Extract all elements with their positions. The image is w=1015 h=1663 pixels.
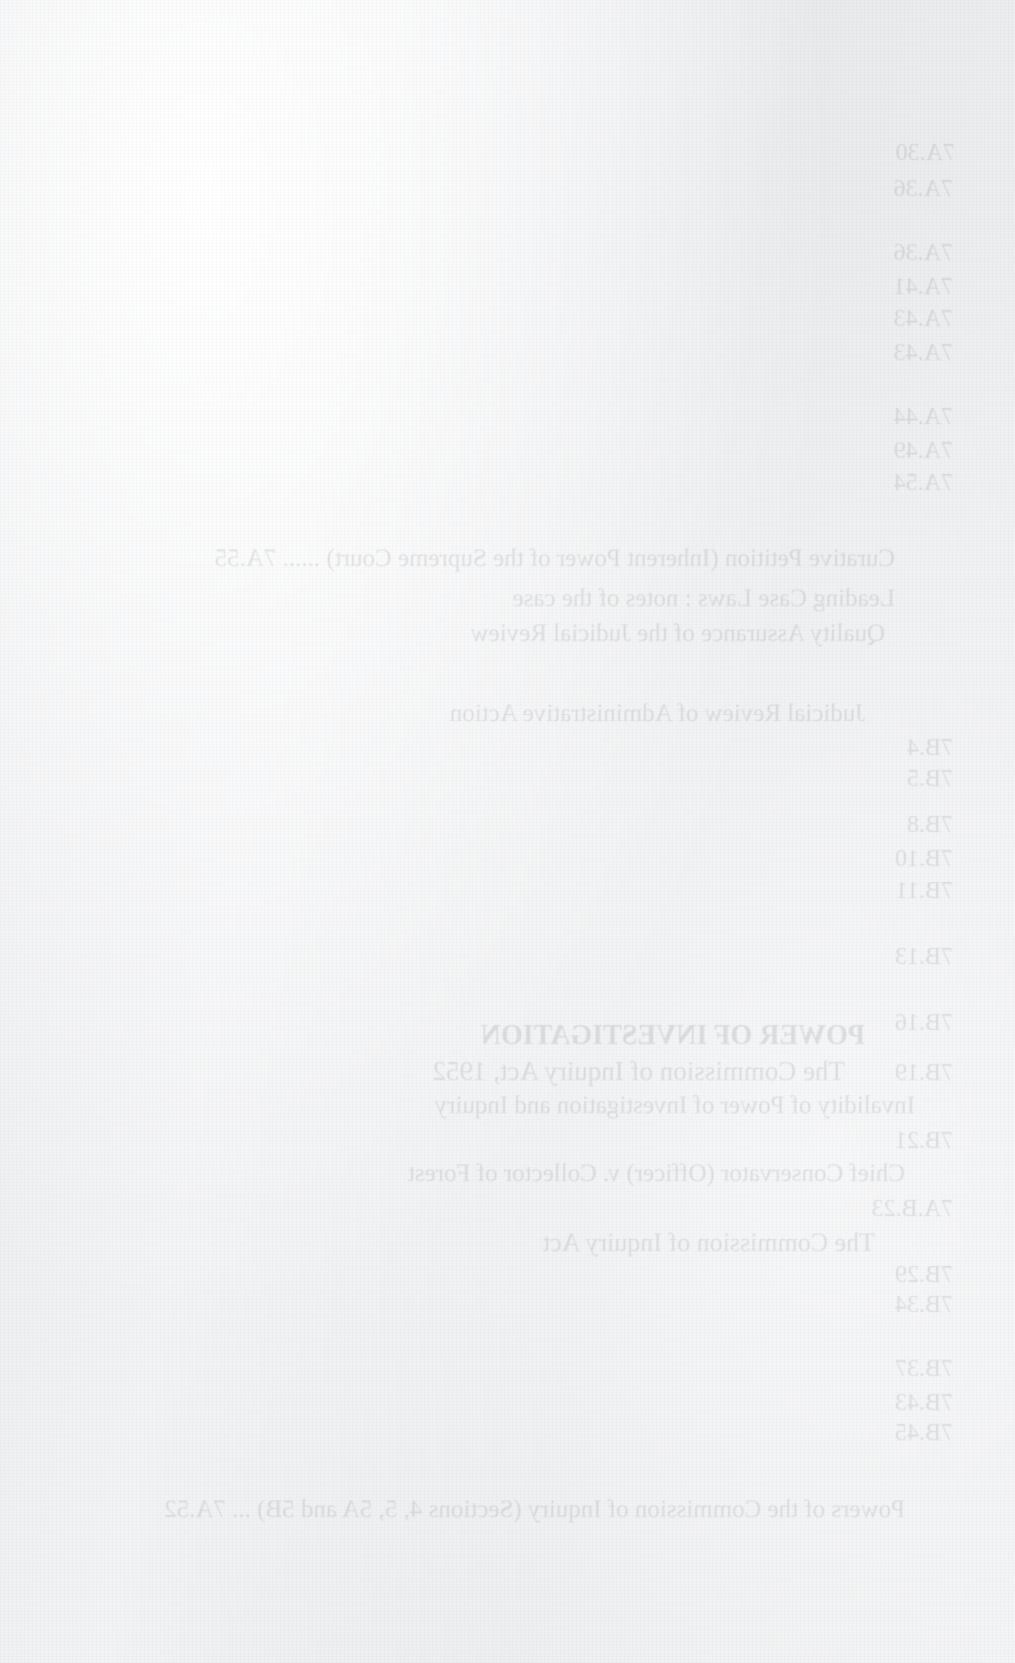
page-bleed-through: 7A.30 7A.36 7A.36 7A.41 7A.43 7A.43 7A.44 7A.49 7A.54 Curative Petition (Inherent Power of the Supreme Court) ...... 7A.55 Leading Case Laws : notes of the case Quality Assurance of the Judicial Review Judicial Review of Administrative Action 7B.4 7B.5 7B.8 7B.10 7B.11 7B.13 7B.16 POWER OF INVESTIGATION The Commission of Inquiry Act, 1952 7B.19 Invalidity of Power of Investigation and Inquiry 7B.21 Chief Conservator (Officer) v. Collector of Forest 7A.B.23 The Commission of Inquiry Act 7B.29 7B.34 7B.37 7B.43 7B.45 Powers of the Commission of Inquiry (Sections 4, 5, 5A and 5B) ... 7A.52	[164, 140, 955, 1523]
table-of-contents	[78, 126, 979, 160]
running-head	[70, 82, 945, 108]
